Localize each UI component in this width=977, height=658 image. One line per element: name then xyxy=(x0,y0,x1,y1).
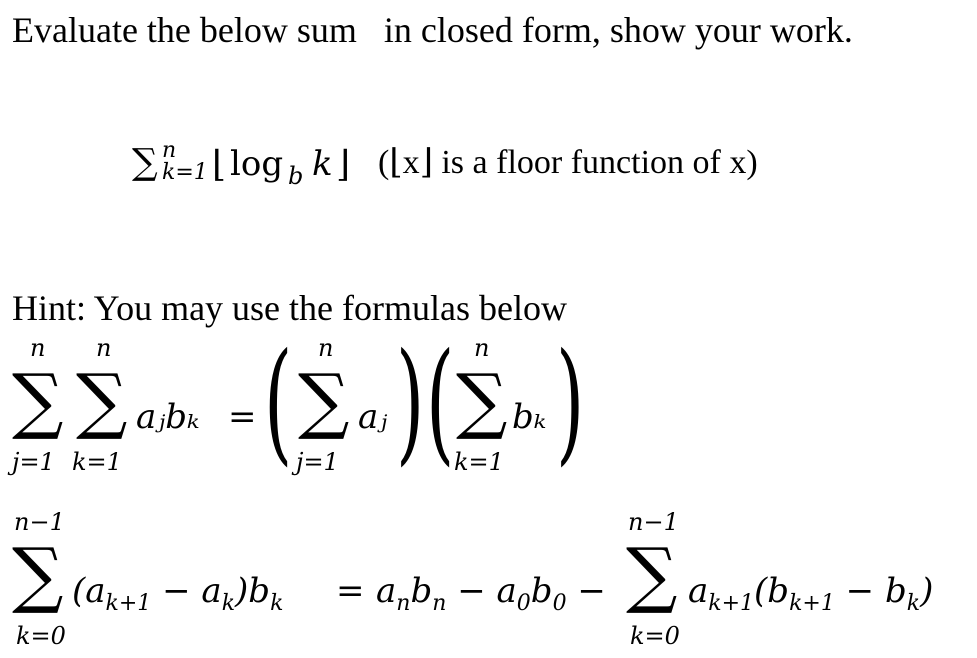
main-sigma: ∑ xyxy=(132,142,158,183)
f2-rhs-term-mid: (b xyxy=(754,571,790,611)
f1-left-paren-1: ( xyxy=(264,325,293,479)
f2-lhs-upper: n−1 xyxy=(14,508,65,536)
f2-rhs-sigma: ∑ xyxy=(626,532,678,616)
f2-rhs-upper: n−1 xyxy=(628,508,679,536)
f2-rhs-a-sub: n xyxy=(396,591,411,616)
f2-rhs-term-sub3: k xyxy=(906,591,921,616)
f2-equals: = xyxy=(336,571,365,611)
f1-rhs1-term: aⱼ xyxy=(358,397,388,437)
floor-note: (⌊x⌋ is a floor function of x) xyxy=(378,144,758,181)
f1-right-paren-1: ) xyxy=(396,325,425,479)
log-base: b xyxy=(288,162,304,190)
f2-minus-2: − xyxy=(577,571,606,611)
f1-inner-upper: n xyxy=(96,334,112,362)
f1-rhs1-lower: j=1 xyxy=(296,448,339,476)
f1-equals: = xyxy=(228,397,257,437)
f1-outer-sigma: ∑ xyxy=(12,358,64,442)
f2-rhs-b: b xyxy=(410,571,433,611)
f1-inner-sigma: ∑ xyxy=(76,358,128,442)
f2-rhs-b0-sub: 0 xyxy=(552,591,567,616)
f1-rhs2-term: bₖ xyxy=(512,397,547,437)
formula-2 xyxy=(8,510,973,655)
f2-rhs-a0: a xyxy=(496,571,517,611)
f2-lhs-mid: − a xyxy=(151,571,222,611)
hint-text: Hint: You may use the formulas below xyxy=(12,288,567,328)
f1-rhs2-upper: n xyxy=(474,334,490,362)
f2-rhs-term-mid2: − b xyxy=(834,571,907,611)
instruction-text xyxy=(12,12,853,48)
f1-rhs2-sigma: ∑ xyxy=(456,358,508,442)
f1-rhs2-lower: k=1 xyxy=(454,448,504,476)
f2-lhs-end: )b xyxy=(235,571,271,611)
f2-lhs-expression xyxy=(72,571,284,616)
f2-rhs-b0: b xyxy=(530,571,553,611)
f2-rhs-term-end: ) xyxy=(920,571,934,611)
f1-inner-lower: k=1 xyxy=(72,448,122,476)
f1-lhs-term: aⱼbₖ xyxy=(136,397,200,437)
f2-rhs-term-a: a xyxy=(688,571,709,611)
floor-close: ⌋ xyxy=(336,144,351,185)
f1-rhs1-upper: n xyxy=(318,334,334,362)
f2-lhs-sub1: k+1 xyxy=(105,591,152,616)
f1-outer-upper: n xyxy=(30,334,46,362)
main-sigma-upper: n xyxy=(162,138,177,163)
f1-left-paren-2: ( xyxy=(426,325,455,479)
f2-minus-1: − xyxy=(457,571,486,611)
instruction-prefix: Evaluate the below sum xyxy=(12,10,357,50)
formula-1 xyxy=(8,325,608,486)
f2-rhs-expression xyxy=(376,571,606,616)
floor-open: ⌊ xyxy=(212,144,227,185)
log-text: log xyxy=(230,144,284,184)
f1-rhs1-sigma: ∑ xyxy=(298,358,350,442)
log-var: k xyxy=(312,144,333,184)
f2-lhs-lower: k=0 xyxy=(16,622,66,650)
f2-rhs-a: a xyxy=(376,571,397,611)
f2-rhs-a0-sub: 0 xyxy=(516,591,531,616)
f2-lhs-open: (a xyxy=(72,571,106,611)
f1-right-paren-2: ) xyxy=(556,325,585,479)
f2-rhs-term-sub2: k+1 xyxy=(789,591,835,616)
f2-rhs-term xyxy=(688,571,934,616)
f2-rhs-lower: k=0 xyxy=(630,622,680,650)
f2-rhs-b-sub: n xyxy=(432,591,447,616)
main-sum xyxy=(132,138,852,188)
f2-lhs-sub2: k xyxy=(221,591,236,616)
f2-lhs-sigma: ∑ xyxy=(12,532,64,616)
main-sigma-lower: k=1 xyxy=(162,160,208,185)
f1-outer-lower: j=1 xyxy=(12,448,55,476)
instruction-suffix: in closed form, show your work. xyxy=(383,10,853,50)
f2-lhs-sub3: k xyxy=(270,591,284,616)
f2-rhs-term-sub1: k+1 xyxy=(708,591,755,616)
